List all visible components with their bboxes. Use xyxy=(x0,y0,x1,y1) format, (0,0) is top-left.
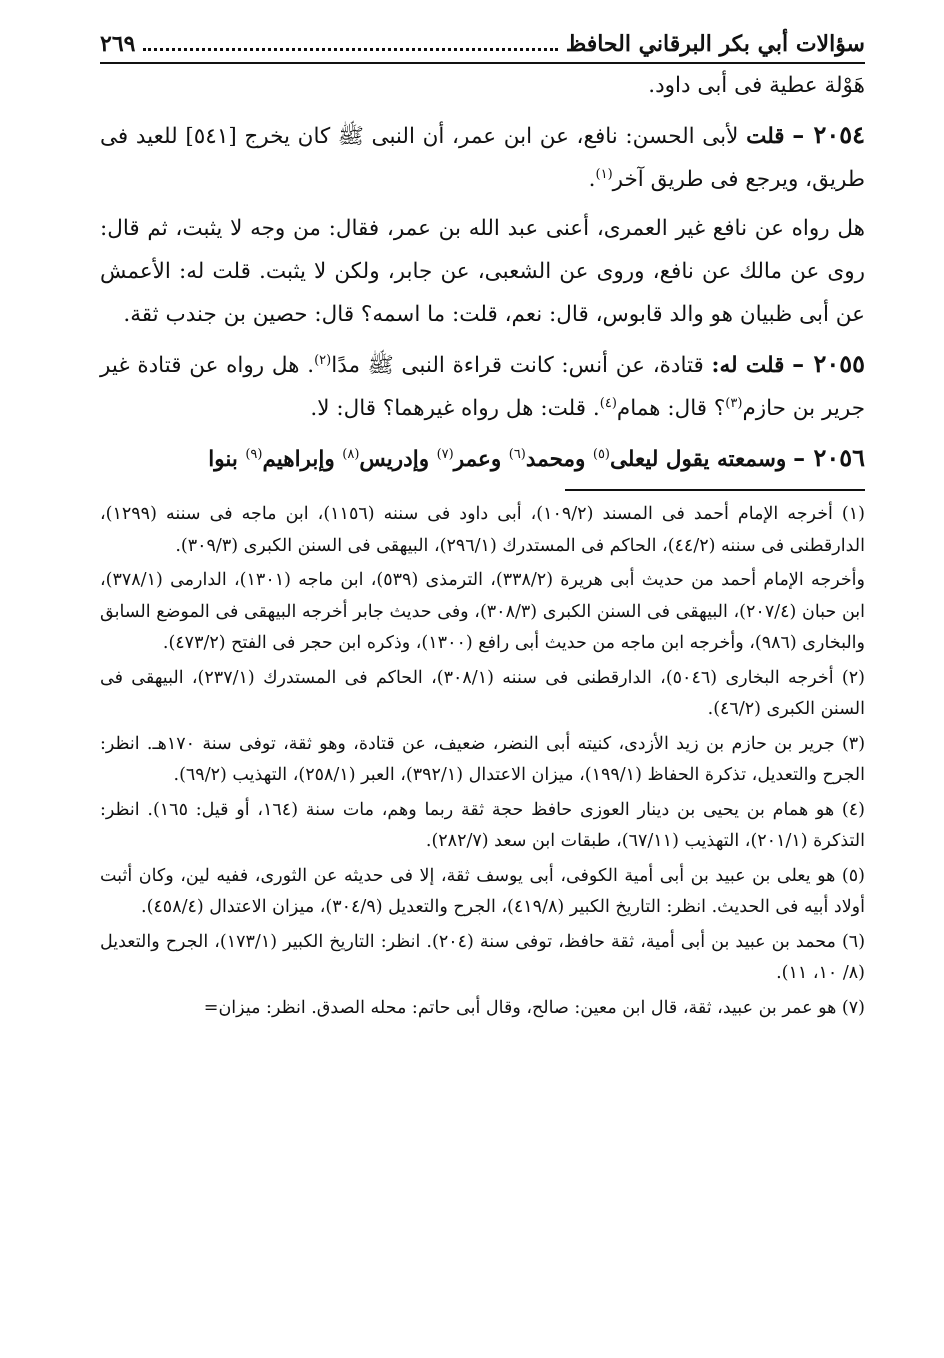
entry-number: ٢٠٥٥ – xyxy=(792,349,865,378)
main-text xyxy=(100,64,865,481)
book-page xyxy=(100,28,865,1024)
footnote-1-continued: وأخرجه الإمام أحمد من حديث أبى هريرة (٣٣٨/٢)، الترمذى (٥٣٩)، ابن ماجه (١٣٠١)، الدارمى (٣٧٨/١)، ابن حبان (٢٠٧/٤)، البيهقى فى السنن الكبرى (٣٠٨/٣)، وفى حديث جابر أخرجه البيهقى فى الموضع السابق والبخارى (٩٨٦)، وأخرجه ابن ماجه من حديث أبى رافع (١٣٠٠)، وذكره ابن حجر فى الفتح (٤٧٣/٢). xyxy=(100,570,866,653)
header-title: سؤالات أبي بكر البرقاني الحافظ xyxy=(565,31,865,57)
continuation-line: هَوْلة عطية فى أبى داود. xyxy=(648,73,865,98)
footnote-ref: (٣) xyxy=(725,395,743,411)
footnote-ref: (٥) xyxy=(592,446,610,462)
entry-text: وإدريس xyxy=(359,447,437,472)
entry-label: قلت له: xyxy=(711,353,785,378)
page-number: ٢٦٩ xyxy=(100,31,136,57)
entry-text: . قلت: هل رواه غيرهما؟ قال: لا. xyxy=(310,396,600,421)
entry-text: . هل رواه عن قتادة غير جرير بن حازم xyxy=(100,353,865,421)
footnote-separator xyxy=(565,489,865,491)
footnote-ref: (١) xyxy=(595,166,613,182)
running-header xyxy=(100,28,865,64)
entry-text: وعمر xyxy=(453,447,509,472)
entry-text: ومحمد xyxy=(525,447,593,472)
paragraph-2054: هل رواه عن نافع غير العمرى، أعنى عبد الله بن عمر، فقال: من وجه لا يثبت، ثم قال: روى عن مالك عن نافع، وروى عن الشعبى، عن جابر، ولكن لا يثبت. قلت له: الأعمش عن أبى ظبيان هو والد قابوس، قال: نعم، قلت: ما اسمه؟ قال: حصين بن جندب ثقة. xyxy=(100,216,865,327)
footnote-4: (٤) هو همام بن يحيى بن دينار العوزى حافظ حجة ثقة ربما وهم، مات سنة (١٦٤، أو قيل: ١٦٥). انظر: التذكرة (٢٠١/١)، التهذيب (٦٧/١١)، طبقات ابن سعد (٢٨٢/٧). xyxy=(100,799,865,851)
footnote-5: (٥) هو يعلى بن عبيد بن أبى أمية الكوفى، أبى يوسف ثقة، إلا فى حديثه عن الثورى، ففيه لين، وكان أثبت أولاد أبيه فى الحديث. انظر: التاريخ الكبير (٤١٩/٨)، الجرح والتعديل (٣٠٤/٩)، ميزان الاعتدال (٤٥٨/٤). xyxy=(100,865,865,917)
footnote-ref: (٤) xyxy=(599,395,617,411)
footnote-7: (٧) هو عمر بن عبيد، ثقة، قال ابن معين: صالح، وقال أبى حاتم: محله الصدق. انظر: ميزان= xyxy=(203,997,865,1018)
footnotes xyxy=(100,499,865,1024)
entry-2056 xyxy=(100,436,865,481)
footnote-ref: (٢) xyxy=(314,352,332,368)
entry-text: بنوا xyxy=(208,447,246,472)
header-dotted-leader xyxy=(143,47,557,51)
entry-label: قلت xyxy=(746,124,785,149)
entry-text: لأبى الحسن: نافع، عن ابن عمر، أن النبى ﷺ كان يخرج [٥٤١] للعيد فى طريق، ويرجع فى طريق آخر xyxy=(100,124,865,192)
entry-text: . xyxy=(588,167,596,192)
footnote-6: (٦) محمد بن عبيد بن أبى أمية، ثقة حافظ، توفى سنة (٢٠٤). انظر: التاريخ الكبير (١٧٣/١)، الجرح والتعديل (٨/ ١٠، ١١). xyxy=(100,931,866,983)
entry-text: ؟ قال: همام xyxy=(616,396,726,421)
entry-label: وسمعته يقول ليعلى xyxy=(610,447,787,472)
entry-2054 xyxy=(100,113,865,201)
entry-number: ٢٠٥٦ – xyxy=(793,443,865,472)
footnote-3: (٣) جرير بن حازم بن زيد الأزدى، كنيته أبى النضر، ضعيف، عن قتادة، وهو ثقة، توفى سنة ١٧٠هـ. انظر: الجرح والتعديل، تذكرة الحفاظ (١٩٩/١)، ميزان الاعتدال (٣٩٢/١)، العبر (٢٥٨/١)، التهذيب (٦٩/٢). xyxy=(100,733,866,785)
footnote-2: (٢) أخرجه البخارى (٥٠٤٦)، الدارقطنى فى سننه (٣٠٨/١)، الحاكم فى المستدرك (٢٣٧/١)، البيهقى فى السنن الكبرى (٤٦/٢). xyxy=(100,667,865,719)
entry-2055 xyxy=(100,342,865,430)
footnote-ref: (٩) xyxy=(245,446,263,462)
entry-text: وإبراهيم xyxy=(262,447,343,472)
footnote-1: (١) أخرجه الإمام أحمد فى المسند (١٠٩/٢)، أبى داود فى سننه (١١٥٦)، ابن ماجه فى سننه (١٢٩٩)، الدارقطنى فى سننه (٤٤/٢)، الحاكم فى المستدرك (٢٩٦/١)، البيهقى فى السنن الكبرى (٣٠٩/٣). xyxy=(100,504,865,556)
entry-text: قتادة، عن أنس: كانت قراءة النبى ﷺ مدًا xyxy=(331,353,704,378)
entry-number: ٢٠٥٤ – xyxy=(792,120,865,149)
footnote-ref: (٦) xyxy=(508,446,526,462)
footnote-ref: (٨) xyxy=(342,446,360,462)
footnote-ref: (٧) xyxy=(436,446,454,462)
